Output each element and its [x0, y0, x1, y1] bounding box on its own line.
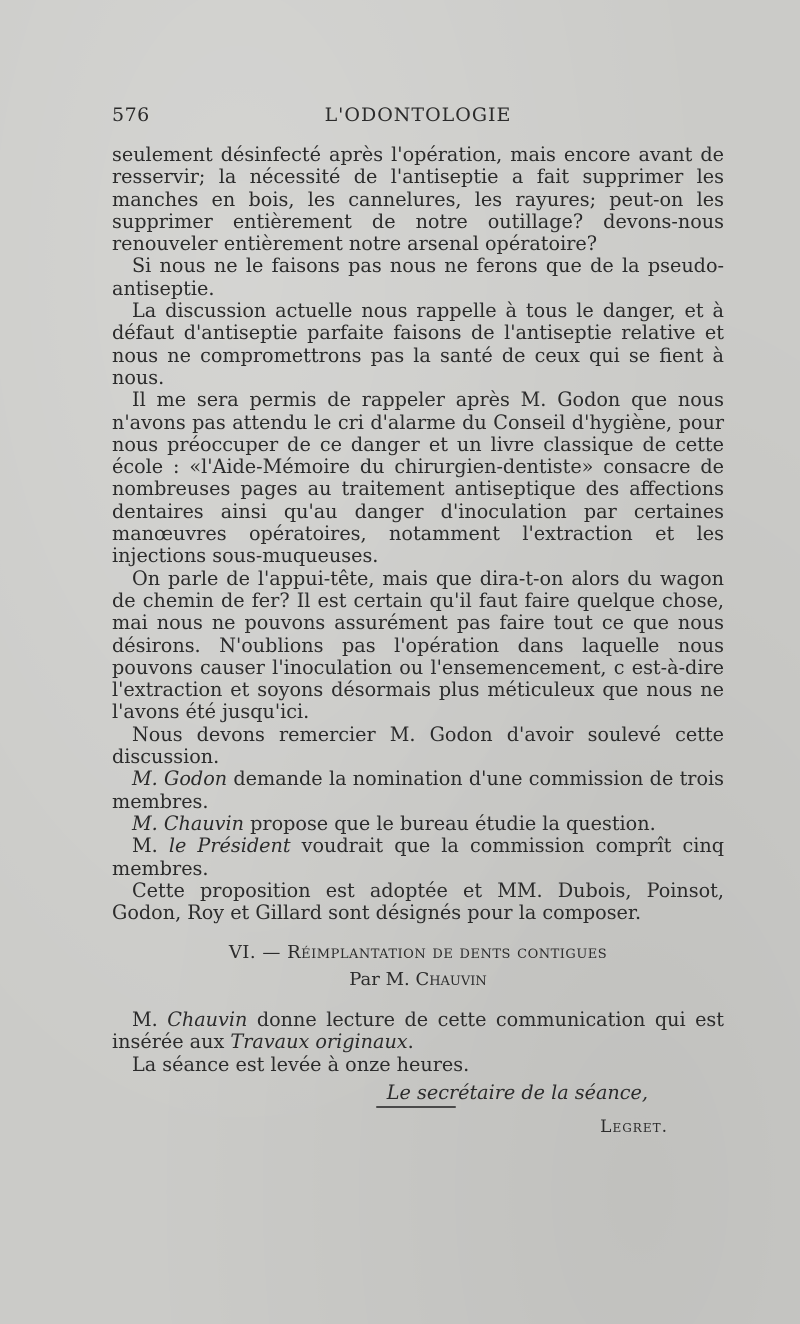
speaker-name: M. Godon — [132, 767, 228, 791]
paragraph: La discussion actuelle nous rappelle à tous le danger, et à défaut d'antiseptie parfaite faisons de l'antiseptie relative et nous ne compromettrons pas la santé de ceux qui se fient à nous. — [112, 299, 724, 389]
section-title: Réimplantation de dents contigues — [287, 942, 608, 964]
paragraph: On parle de l'appui-tête, mais que dira-t-on alors du wagon de chemin de fer? Il est certain qu'il faut faire quelque chose, mai nous ne pouvons assurément pas faire tout ce que nous désirons. N'oublions pas l'opération dans laquelle nous pouvons causer l'inoculation ou l'ensemencement, c est-à-dire l'extraction et soyons désormais plus méticuleux que nous ne l'avons été jusqu'ici. — [112, 566, 724, 724]
speaker-prefix: M. — [132, 834, 169, 858]
motion-godon — [112, 768, 724, 813]
motion-president — [112, 835, 724, 880]
paragraph: Il me sera permis de rappeler après M. Godon que nous n'avons pas attendu le cri d'alarme du Conseil d'hygiène, pour nous préoccuper de ce danger et un livre classique de cette école : «l'Aide-Mémoire du chirurgien-dentiste» consacre de nombreuses pages au traitement antiseptique des affections dentaires ainsi qu'au danger d'inoculation par certaines manœuvres opératoires, notamment l'extraction et les injections sous-muqueuses. — [112, 388, 724, 568]
section-byline — [112, 969, 724, 991]
paragraph: Nous devons remercier M. Godon d'avoir soulevé cette discussion. — [112, 722, 724, 769]
section-heading — [112, 942, 724, 964]
signature-role: Le secrétaire de la séance, — [386, 1080, 648, 1104]
paragraph: Si nous ne le faisons pas nous ne ferons que de la pseudo-antiseptie. — [112, 254, 724, 300]
reading-end: . — [407, 1030, 414, 1054]
running-title: L'ODONTOLOGIE — [324, 104, 512, 126]
speaker-name: Chauvin — [167, 1007, 248, 1031]
speaker-name: M. Chauvin — [132, 811, 245, 835]
byline-prefix: Par M. — [349, 968, 416, 990]
reading-text: donne lecture de cette communication qui est insérée aux — [112, 1007, 724, 1054]
page-header — [112, 104, 724, 130]
motion-text: voudrait que la commission comprît cinq membres. — [112, 834, 724, 880]
motion-chauvin — [112, 813, 724, 835]
reading-paragraph — [112, 1009, 724, 1054]
page-body — [112, 144, 724, 1138]
work-title: Travaux originaux — [230, 1030, 408, 1054]
speaker-prefix: M. — [132, 1007, 168, 1031]
paragraph: seulement désinfecté après l'opération, mais encore avant de resservir; la nécessité de l'antiseptie a fait supprimer les manches en bois, les cannelures, les rayures; peut-on les supprimer entièrement de notre outillage? devons-nous renouveler entièrement notre arsenal opératoire? — [112, 143, 724, 256]
signature-name: Legret. — [600, 1117, 668, 1138]
speaker-name: le Président — [168, 834, 291, 858]
motion-text: demande la nomination d'une commission de trois membres. — [112, 767, 724, 813]
byline-author: Chauvin — [415, 968, 487, 990]
end-rule — [376, 1106, 456, 1108]
motion-text: propose que le bureau étudie la question. — [244, 811, 656, 835]
adoption-paragraph: Cette proposition est adoptée et MM. Dubois, Poinsot, Godon, Roy et Gillard sont désignés pour la composer. — [112, 878, 724, 925]
page-number: 576 — [112, 104, 150, 126]
adjourn-paragraph: La séance est levée à onze heures. — [132, 1052, 470, 1076]
section-number: VI. — — [228, 942, 288, 964]
